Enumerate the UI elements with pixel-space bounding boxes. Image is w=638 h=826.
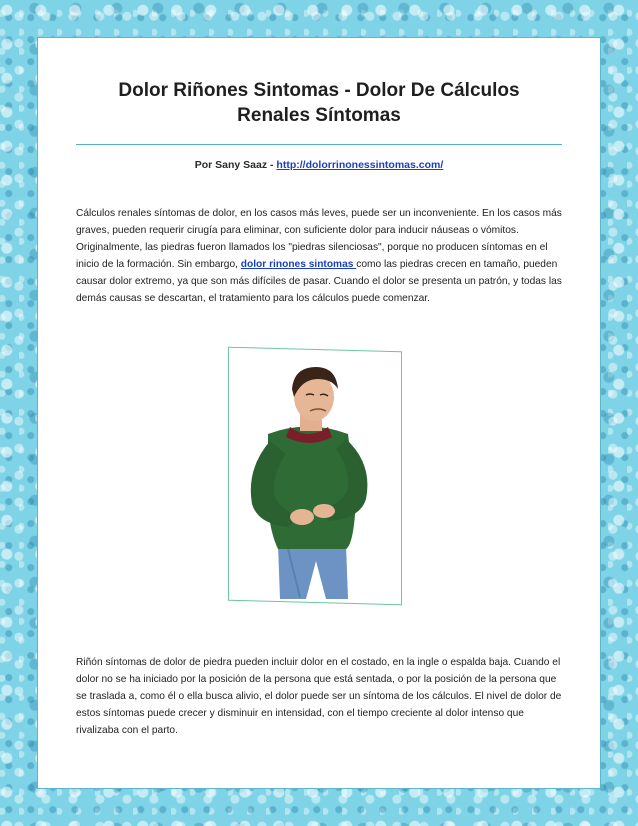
paragraph-2: Riñón síntomas de dolor de piedra pueden incluir dolor en el costado, en la ingle o espalda baja. Cuando el dolor no se ha iniciado por la posición de la persona que está sentada, o por la posición de la persona que se traslada a, como él o ella busca alivio, el dolor puede ser un síntoma de los cálculos. El nivel de dolor de estos síntomas puede crecer y disminuir en intensidad, con el tiempo creciente al dolor intenso que rivalizaba con el parto. — [76, 657, 562, 736]
byline — [38, 159, 600, 171]
document-title: Dolor Riñones Sintomas - Dolor De Cálculos Renales Síntomas — [118, 80, 520, 126]
keyword-link[interactable]: dolor rinones sintomas — [240, 259, 357, 270]
man-holding-stomach-icon — [228, 349, 408, 609]
document-page — [38, 38, 600, 788]
illustration — [228, 349, 408, 609]
paragraph-1-text-a: Cálculos renales síntomas de dolor, en los casos más leves, puede ser un inconveniente. En los casos más graves, pueden requerir cirugía para eliminar, con suficiente dolor para inducir náuseas o vómitos. Originalmente, las piedras fueron llamados los "piedras silenciosas", porque no producen síntomas en el inicio de la formación. Sin embargo, — [76, 208, 562, 270]
byline-link[interactable]: http://dolorrinonessintomas.com/ — [276, 159, 444, 171]
paragraph-1-text-b: como las piedras crecen en tamaño, pueden causar dolor extremo, ya que son más difíciles de pasar. Cuando el dolor se presenta un patrón, y todas las demás causas se descartan, el tratamiento para los cálculos puede comenzar. — [76, 259, 562, 304]
byline-author: Por Sany Saaz - — [194, 159, 277, 171]
title-divider — [76, 144, 562, 145]
paragraph-1 — [76, 205, 562, 307]
